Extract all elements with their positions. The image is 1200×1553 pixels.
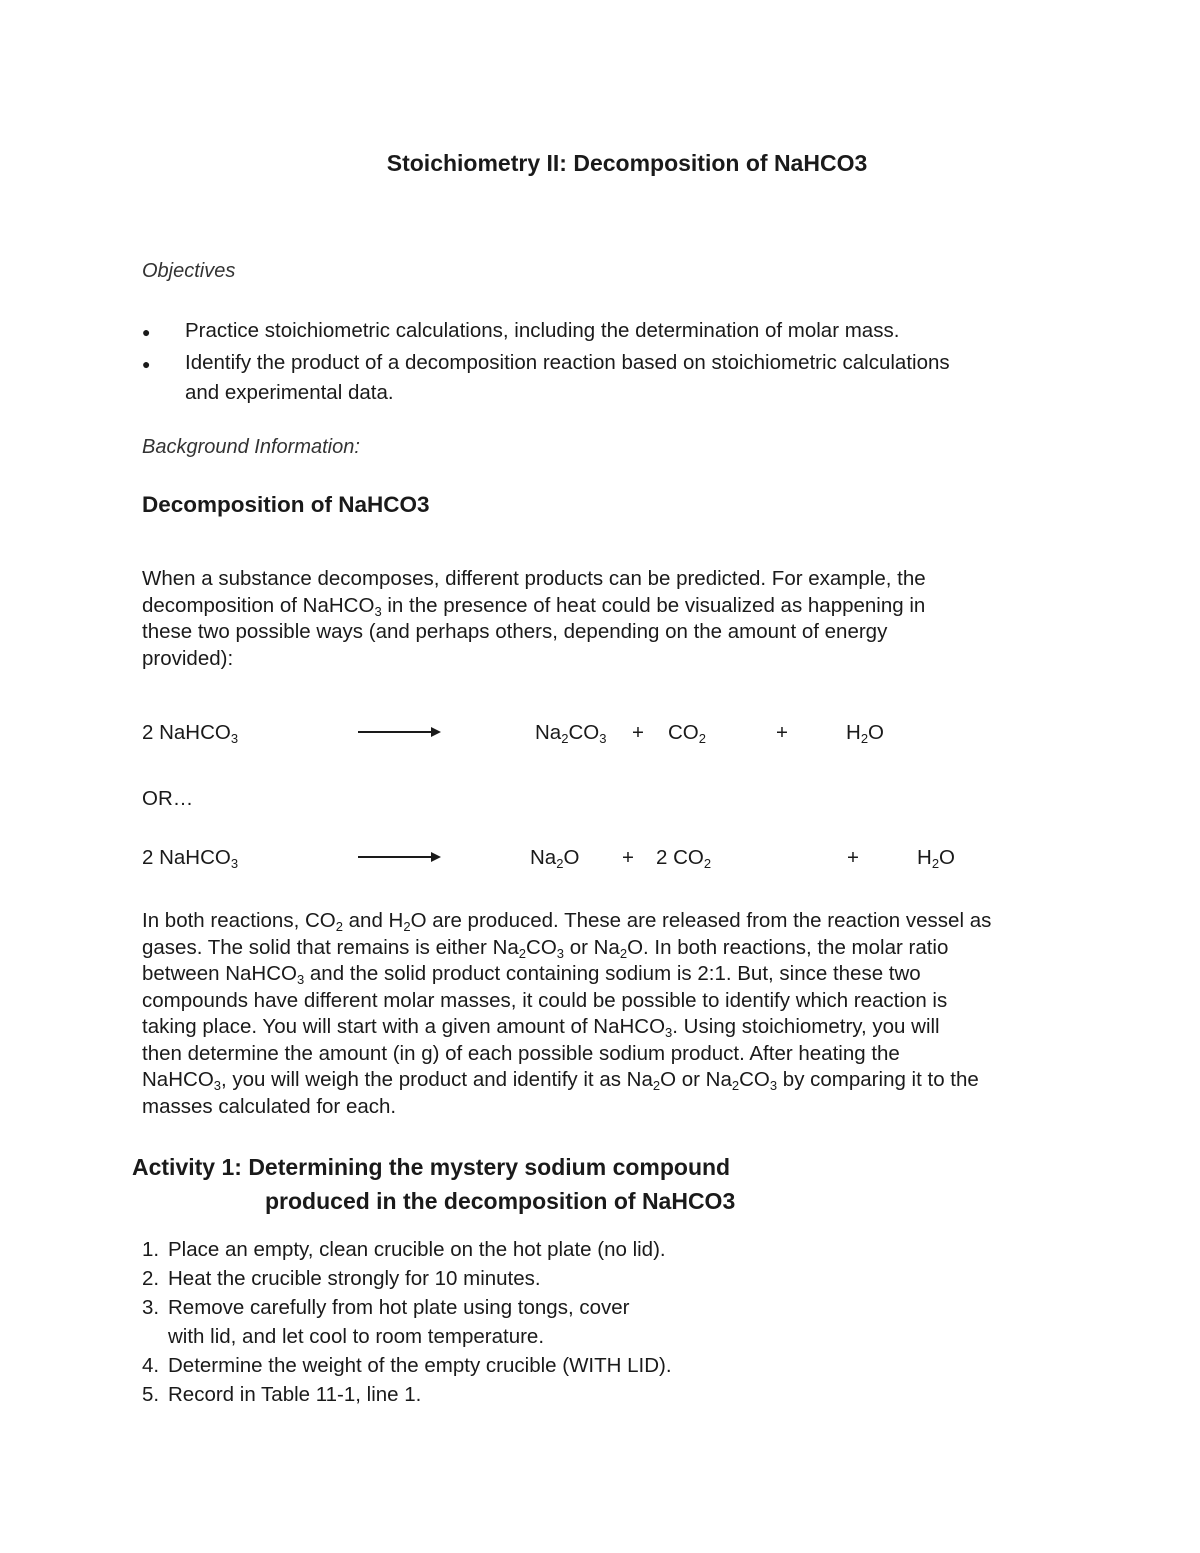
objective-text-1: Practice stoichiometric calculations, including the determination of molar mass.: [185, 319, 900, 342]
objective-text-2: Identify the product of a decomposition reaction based on stoichiometric calculations: [185, 351, 950, 374]
para-line: masses calculated for each.: [142, 1094, 397, 1118]
eq2-reactant: 2 NaHCO$_3$: [142, 846, 239, 871]
intro-paragraph: [142, 566, 1062, 672]
eq1-plus: +: [776, 721, 788, 744]
section-heading: Decomposition of NaHCO3: [142, 492, 430, 517]
eq1-product-co2: $CO_2$: [668, 721, 706, 746]
eq1-product-h2o: $H_2O$: [846, 721, 884, 746]
or-label: OR…: [142, 787, 194, 810]
para-line: NaHCO$_3$, you will weigh the product and identify it as $Na_2O$ or $Na_2CO_3$ by comparing it to the: [142, 1068, 979, 1093]
bullet-icon: ●: [142, 324, 151, 340]
eq1-product-na2co3: $Na_2CO_3$: [535, 721, 607, 746]
activity-heading: Activity 1: Determining the mystery sodium compound: [132, 1154, 731, 1180]
step-text-cont: with lid, and let cool to room temperature.: [168, 1325, 545, 1348]
step-number: 5.: [142, 1383, 160, 1406]
intro-line: decomposition of NaHCO$_3$ in the presence of heat could be visualized as happening in: [142, 593, 926, 619]
step-number: 3.: [142, 1296, 160, 1319]
eq2-product-co2: 2 $CO_2$: [656, 846, 712, 871]
intro-line: provided):: [142, 646, 234, 670]
eq1-reactant: 2 NaHCO$_3$: [142, 721, 239, 746]
reaction-arrow-icon: [358, 731, 438, 733]
reaction-arrow-icon: [358, 856, 438, 858]
intro-line: these two possible ways (and perhaps others, depending on the amount of energy: [142, 620, 888, 643]
objectives-label: Objectives: [142, 260, 236, 282]
eq2-product-h2o: $H_2O$: [917, 846, 955, 871]
eq2-plus: +: [622, 846, 634, 869]
para-line: taking place. You will start with a given amount of NaHCO$_3$. Using stoichiometry, you will: [142, 1015, 940, 1040]
objective-bullet-2: [142, 350, 150, 378]
step-number: 2.: [142, 1267, 160, 1290]
step-number: 1.: [142, 1238, 160, 1261]
para-line: then determine the amount (in g) of each possible sodium product. After heating the: [142, 1041, 900, 1065]
explanation-paragraph: [142, 908, 1062, 1120]
objective-text-2-cont: and experimental data.: [185, 381, 394, 404]
para-line: In both reactions, $CO_2$ and $H_2O$ are produced. These are released from the reaction vessel as: [142, 909, 992, 934]
para-line: compounds have different molar masses, it could be possible to identify which reaction is: [142, 988, 948, 1012]
step-text: Remove carefully from hot plate using tongs, cover: [168, 1296, 630, 1319]
para-line: gases. The solid that remains is either $Na_2CO_3$ or $Na_2O$. In both reactions, the molar ratio: [142, 935, 949, 961]
step-text: Heat the crucible strongly for 10 minutes.: [168, 1267, 541, 1290]
objective-bullet-1: [142, 318, 150, 346]
bullet-icon: ●: [142, 356, 151, 372]
eq2-product-na2o: $Na_2O$: [530, 846, 580, 871]
intro-line: When a substance decomposes, different products can be predicted. For example, the: [142, 567, 926, 590]
eq1-plus: +: [632, 721, 644, 744]
background-label: Background Information:: [142, 436, 360, 458]
page-title: Stoichiometry II: Decomposition of NaHCO3: [386, 150, 868, 176]
step-text: Record in Table 11-1, line 1.: [168, 1383, 422, 1406]
activity-heading-cont: produced in the decomposition of NaHCO3: [265, 1188, 736, 1214]
step-number: 4.: [142, 1354, 160, 1377]
step-text: Determine the weight of the empty crucible (WITH LID).: [168, 1354, 672, 1377]
eq2-plus: +: [847, 846, 859, 869]
para-line: between NaHCO$_3$ and the solid product containing sodium is 2:1. But, since these two: [142, 962, 921, 987]
step-text: Place an empty, clean crucible on the hot plate (no lid).: [168, 1238, 666, 1261]
